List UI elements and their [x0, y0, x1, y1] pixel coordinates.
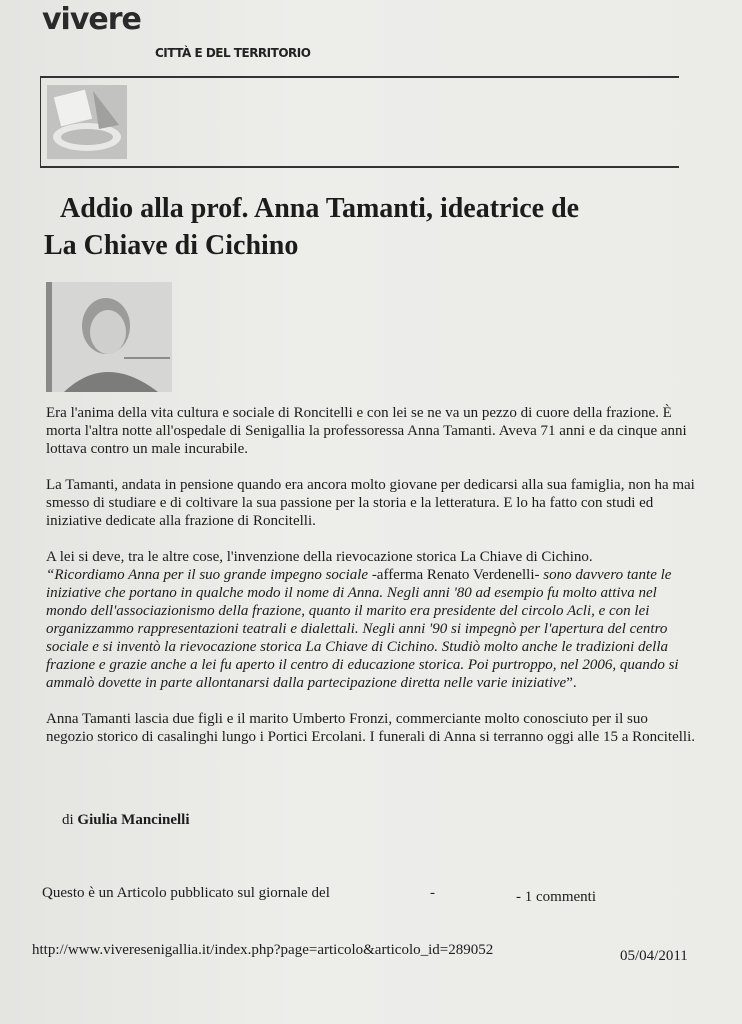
paragraph-2: La Tamanti, andata in pensione quando era ancora molto giovane per dedicarsi alla sua famiglia, non ha mai smesso di studiare e di coltivare la sua passione per la storia e la letteratura. E lo ha fatto con studi ed iniziative dedicate alla frazione di Roncitelli. [46, 477, 695, 529]
title-line-2: La Chiave di Cichino [44, 230, 299, 261]
comments-count: - 1 commenti [516, 889, 596, 905]
print-date: 05/04/2011 [620, 948, 688, 964]
newspaper-tagline: CITTÀ E DEL TERRITORIO [155, 46, 311, 60]
article-body [46, 404, 696, 764]
article-title [44, 190, 704, 264]
quote-part-1: “Ricordiamo Anna per il suo grande impegno sociale [46, 567, 369, 583]
paragraph-4: Anna Tamanti lascia due figli e il marito Umberto Fronzi, commerciante molto conosciuto per il suo negozio storico di casalinghi lungo i Portici Ercolani. I funerali di Anna si terranno oggi alle 15 a Roncitelli. [46, 711, 696, 745]
header-banner [40, 76, 679, 168]
portrait-photo [46, 282, 172, 392]
publication-note-text: Questo è un Articolo pubblicato sul giornale del [42, 885, 330, 901]
quote-part-2: sono davvero tante le iniziative che portano in qualche modo il nome di Anna. Negli anni '80 ad esempio fu molto attiva nel mondo dell'associazionismo della frazione, quanto il marito era presidente del circolo Acli, e con lei organizzammo rappresentazioni teatrali e dialettali. Negli anni '90 si impegnò per l'apertura del centro sociale e si inventò la rievocazione storica La Chiave di Cichino. Studiò molto anche le tradizioni della frazione e grazie anche a lei fu aperto il centro di educazione storica. Poi purtroppo, nel 2006, quando si ammalò dovette in parte allontanarsi dalla partecipazione diretta nelle varie iniziative [46, 567, 679, 691]
publication-note [42, 885, 682, 905]
paragraph-3 [46, 548, 696, 692]
paragraph-3-intro: A lei si deve, tra le altre cose, l'invenzione della rievocazione storica La Chiave di Cichino. [46, 549, 593, 565]
title-line-1: Addio alla prof. Anna Tamanti, ideatrice de [60, 193, 580, 224]
byline [62, 812, 190, 829]
paragraph-1: Era l'anima della vita cultura e sociale di Roncitelli e con lei se ne va un pezzo di cuore della frazione. È morta l'altra notte all'ospedale di Senigallia la professoressa Anna Tamanti. Aveva 71 anni e da cinque anni lottava contro un male incurabile. [46, 405, 687, 457]
newspaper-logo: vivere [42, 2, 141, 37]
quote-attribution: -afferma Renato Verdenelli- [368, 567, 544, 583]
article-url: http://www.viveresenigallia.it/index.php?page=articolo&articolo_id=289052 [32, 942, 494, 958]
byline-prefix: di [62, 812, 78, 828]
quote-close: ”. [566, 675, 577, 691]
publication-dash: - [430, 885, 435, 901]
byline-author: Giulia Mancinelli [77, 812, 190, 828]
banner-image [47, 85, 127, 159]
